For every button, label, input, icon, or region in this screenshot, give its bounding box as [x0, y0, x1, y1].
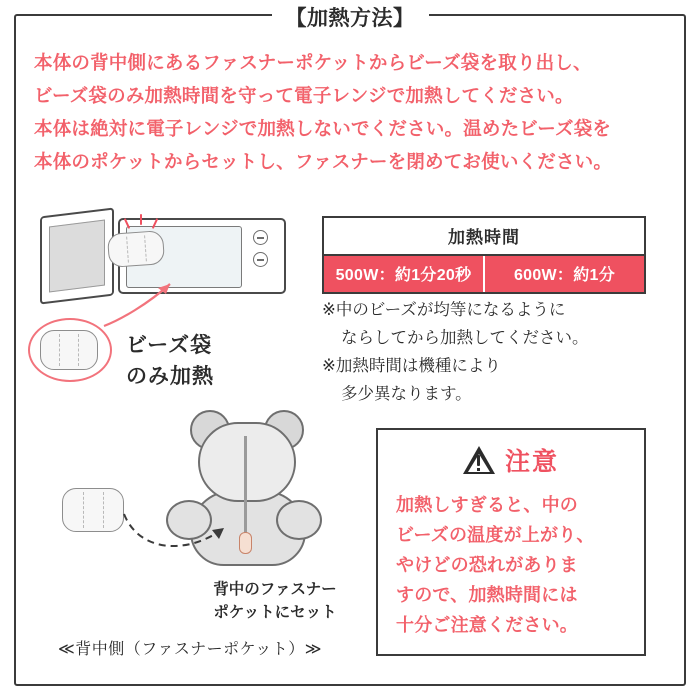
caution-line-3: やけどの恐れがありま	[396, 555, 578, 575]
warning-triangle-icon	[463, 446, 495, 474]
page-title-wrap	[0, 6, 700, 32]
caution-header	[378, 430, 644, 478]
intro-line-4: 本体のポケットからセットし、ファスナーを閉めてお使いください。	[34, 151, 613, 172]
set-pocket-caption	[180, 578, 370, 624]
note-line-1: ※中のビーズが均等になるように	[322, 301, 566, 319]
back-side-caption: ≪背中側（ファスナーポケット）≫	[57, 641, 323, 658]
bear-arm-right	[276, 500, 322, 540]
bead-bag-inside-microwave	[107, 230, 165, 268]
heat-spark-icon	[140, 214, 142, 225]
caution-body	[378, 478, 644, 640]
note-line-2: ならしてから加熱してください。	[341, 329, 589, 347]
set-caption-line-2: ポケットにセット	[213, 604, 337, 621]
microwave-knob-icon	[253, 252, 268, 267]
bead-bag-before-insert	[62, 488, 124, 532]
microwave-control-panel	[243, 226, 279, 288]
intro-paragraph	[34, 46, 646, 178]
dashed-arrow-to-pocket-icon	[120, 480, 250, 560]
only-heat-label-line-1: ビーズ袋	[126, 334, 213, 357]
notes-block	[322, 296, 652, 408]
microwave-knob-icon	[253, 230, 268, 245]
heating-time-table	[322, 216, 646, 294]
only-heat-label	[126, 330, 306, 392]
only-heat-label-line-2: のみ加熱	[126, 365, 214, 388]
red-arrow-to-microwave-icon	[96, 268, 206, 332]
table-cell-600w: 600W：約1分	[483, 256, 644, 292]
set-caption-line-1: 背中のファスナー	[213, 581, 337, 598]
bead-bag-closeup	[40, 330, 98, 370]
table-row	[324, 256, 644, 292]
note-line-4: 多少異なります。	[341, 385, 472, 403]
caution-box	[376, 428, 646, 656]
table-header: 加熱時間	[324, 218, 644, 256]
page-title: 【加熱方法】	[272, 6, 429, 32]
intro-line-3: 本体は絶対に電子レンジで加熱しないでください。温めたビーズ袋を	[34, 118, 612, 139]
caution-line-5: 十分ご注意ください。	[396, 615, 578, 635]
note-line-3: ※加熱時間は機種により	[322, 357, 501, 375]
intro-line-1: 本体の背中側にあるファスナーポケットからビーズ袋を取り出し、	[34, 52, 592, 73]
caution-line-2: ビーズの温度が上がり、	[396, 525, 595, 545]
caution-title: 注意	[504, 448, 559, 476]
caution-line-4: すので、加熱時間には	[396, 585, 578, 605]
caution-line-1: 加熱しすぎると、中の	[396, 495, 578, 515]
table-cell-500w: 500W：約1分20秒	[324, 256, 483, 292]
intro-line-2: ビーズ袋のみ加熱時間を守って電子レンジで加熱してください。	[34, 85, 574, 106]
